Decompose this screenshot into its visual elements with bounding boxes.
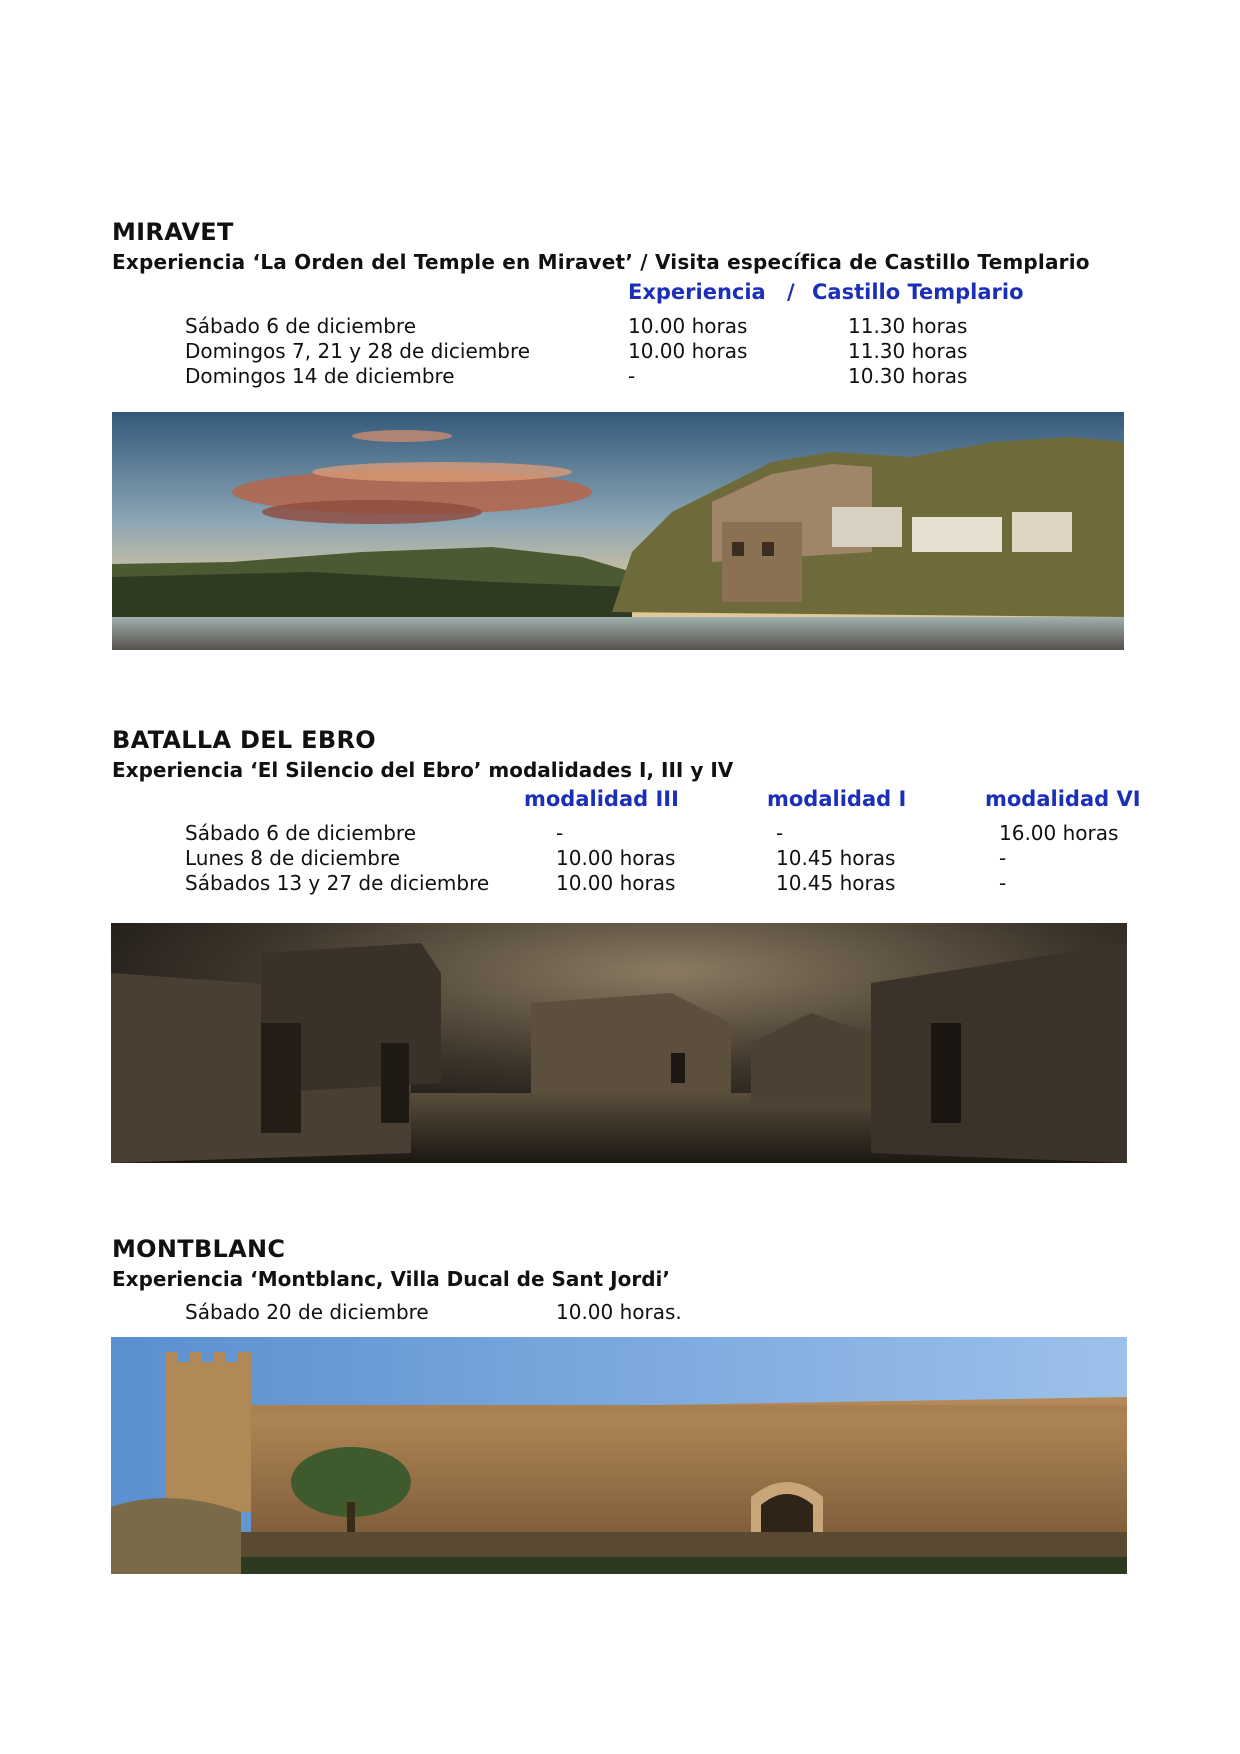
row-date: Lunes 8 de diciembre	[185, 846, 401, 870]
section-subtitle: Experiencia ‘Montblanc, Villa Ducal de Sant Jordi’	[112, 1267, 670, 1291]
row-date: Domingos 14 de diciembre	[185, 364, 455, 388]
row-time-castillo: 11.30 horas	[848, 339, 968, 363]
row-date: Domingos 7, 21 y 28 de diciembre	[185, 339, 531, 363]
row-time-experiencia: 10.00 horas	[628, 314, 748, 338]
section-title: BATALLA DEL EBRO	[112, 726, 376, 754]
row-time-modalidad-i: 10.45 horas	[776, 871, 896, 895]
row-time-experiencia: 10.00 horas	[628, 339, 748, 363]
column-header-modalidad-vi: modalidad VI	[985, 787, 1141, 811]
row-time-experiencia: -	[628, 364, 636, 388]
row-time-modalidad-iii: 10.00 horas	[556, 871, 676, 895]
row-time-modalidad-i: 10.45 horas	[776, 846, 896, 870]
section-title: MONTBLANC	[112, 1235, 286, 1263]
row-time-modalidad-iii: -	[556, 821, 564, 845]
row-time-modalidad-vi: -	[999, 871, 1007, 895]
section-batalla-del-ebro	[112, 726, 1142, 783]
row-time: 10.00 horas.	[556, 1300, 682, 1324]
row-time-modalidad-iii: 10.00 horas	[556, 846, 676, 870]
section-montblanc	[112, 1235, 1142, 1292]
row-time-modalidad-vi: -	[999, 846, 1007, 870]
column-header-modalidad-iii: modalidad III	[524, 787, 679, 811]
row-date: Sábados 13 y 27 de diciembre	[185, 871, 490, 895]
section-subtitle: Experiencia ‘El Silencio del Ebro’ modalidades I, III y IV	[112, 758, 734, 782]
row-time-modalidad-vi: 16.00 horas	[999, 821, 1119, 845]
section-miravet	[112, 218, 1142, 275]
section-subtitle: Experiencia ‘La Orden del Temple en Miravet’ / Visita específica de Castillo Templario	[112, 250, 1090, 274]
row-date: Sábado 6 de diciembre	[185, 821, 417, 845]
row-time-modalidad-i: -	[776, 821, 784, 845]
column-header-experiencia	[628, 280, 795, 304]
column-header-modalidad-i: modalidad I	[767, 787, 907, 811]
header-separator: /	[787, 280, 795, 304]
column-header-castillo: Castillo Templario	[812, 280, 1024, 304]
row-date: Sábado 20 de diciembre	[185, 1300, 429, 1324]
header-label: Experiencia	[628, 280, 766, 304]
montblanc-wall-photo	[111, 1337, 1127, 1574]
row-date: Sábado 6 de diciembre	[185, 314, 417, 338]
row-time-castillo: 10.30 horas	[848, 364, 968, 388]
miravet-landscape-photo	[112, 412, 1124, 650]
row-time-castillo: 11.30 horas	[848, 314, 968, 338]
ebro-ruins-photo	[111, 923, 1127, 1163]
section-title: MIRAVET	[112, 218, 234, 246]
